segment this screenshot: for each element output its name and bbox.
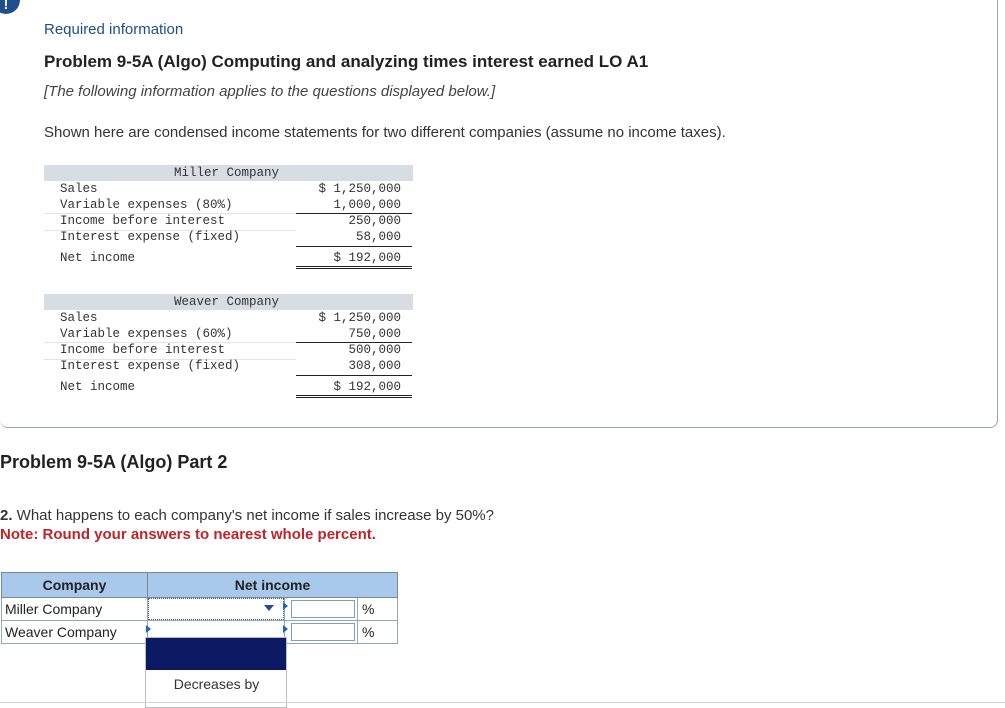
statement-company-name: Miller Company <box>174 166 280 180</box>
row-label: Interest expense (fixed) <box>60 359 241 373</box>
miller-percent-input[interactable] <box>291 600 355 618</box>
statement-row <box>60 311 413 327</box>
row-label: Variable expenses (60%) <box>60 327 233 341</box>
dropdown-option-highlighted[interactable] <box>146 638 287 670</box>
row-amount: $ 1,250,000 <box>318 311 401 325</box>
miller-percent-cell <box>285 598 358 621</box>
weaver-percent-input[interactable] <box>291 623 355 641</box>
bottom-divider <box>0 702 1005 703</box>
statement-row <box>60 198 413 214</box>
company-name-cell: Miller Company <box>2 598 148 621</box>
total-double-rule <box>296 266 412 269</box>
problem-title: Problem 9-5A (Algo) Computing and analyzing times interest earned LO A1 <box>44 52 649 71</box>
statement-row <box>60 251 413 267</box>
company-column-header: Company <box>2 573 148 598</box>
subtotal-rule <box>296 246 412 247</box>
statement-header <box>44 294 413 310</box>
row-label: Income before interest <box>60 214 226 228</box>
row-amount: 500,000 <box>348 343 401 357</box>
question-number: 2. <box>0 507 13 524</box>
dropdown-marker-icon <box>146 625 151 633</box>
statement-row <box>60 380 413 396</box>
part-title: Problem 9-5A (Algo) Part 2 <box>0 452 228 472</box>
statement-row <box>60 359 413 375</box>
input-marker-icon <box>283 625 288 633</box>
row-amount: $ 192,000 <box>333 251 401 265</box>
chevron-down-icon[interactable] <box>264 605 274 611</box>
required-information-label: Required information <box>44 21 184 38</box>
row-label: Sales <box>60 311 98 325</box>
table-row <box>2 598 398 621</box>
statement-company-name: Weaver Company <box>174 295 280 309</box>
statement-row <box>60 182 413 198</box>
question-text <box>0 507 494 524</box>
row-amount: $ 1,250,000 <box>318 182 401 196</box>
subtotal-rule <box>296 375 412 376</box>
row-amount: $ 192,000 <box>333 380 401 394</box>
intro-text: Shown here are condensed income statements for two different companies (assume no income taxes). <box>44 124 726 141</box>
dropdown-option-decreases-by[interactable]: Decreases by <box>173 676 260 692</box>
weaver-percent-cell <box>285 621 358 644</box>
row-label: Income before interest <box>60 343 226 357</box>
row-label: Net income <box>60 380 136 394</box>
row-amount: 308,000 <box>348 359 401 373</box>
statement-row <box>60 343 413 359</box>
statement-row <box>60 327 413 343</box>
row-label: Net income <box>60 251 136 265</box>
miller-income-statement <box>44 165 413 265</box>
row-amount: 1,000,000 <box>333 198 401 212</box>
answer-table-header <box>2 573 398 598</box>
net-income-column-header: Net income <box>148 573 398 598</box>
percent-unit: % <box>358 621 398 644</box>
row-label: Interest expense (fixed) <box>60 230 241 244</box>
input-marker-icon <box>283 602 288 610</box>
statement-header <box>44 165 413 181</box>
statement-row <box>60 230 413 246</box>
applies-note: [The following information applies to the questions displayed below.] <box>44 83 496 100</box>
row-amount: 750,000 <box>348 327 401 341</box>
company-name-cell: Weaver Company <box>2 621 148 644</box>
answer-table <box>1 572 398 644</box>
question-body: What happens to each company's net income if sales increase by 50%? <box>12 507 494 524</box>
row-label: Sales <box>60 182 98 196</box>
total-double-rule <box>296 395 412 398</box>
statement-row <box>60 214 413 230</box>
row-amount: 58,000 <box>355 230 401 244</box>
alert-icon: ! <box>0 0 20 14</box>
percent-unit: % <box>358 598 398 621</box>
dropdown-options-popup <box>145 637 287 708</box>
weaver-income-statement <box>44 294 413 394</box>
row-label: Variable expenses (80%) <box>60 198 233 212</box>
rounding-note: Note: Round your answers to nearest whole percent. <box>0 526 376 543</box>
miller-change-dropdown[interactable] <box>148 598 285 621</box>
row-amount: 250,000 <box>348 214 401 228</box>
